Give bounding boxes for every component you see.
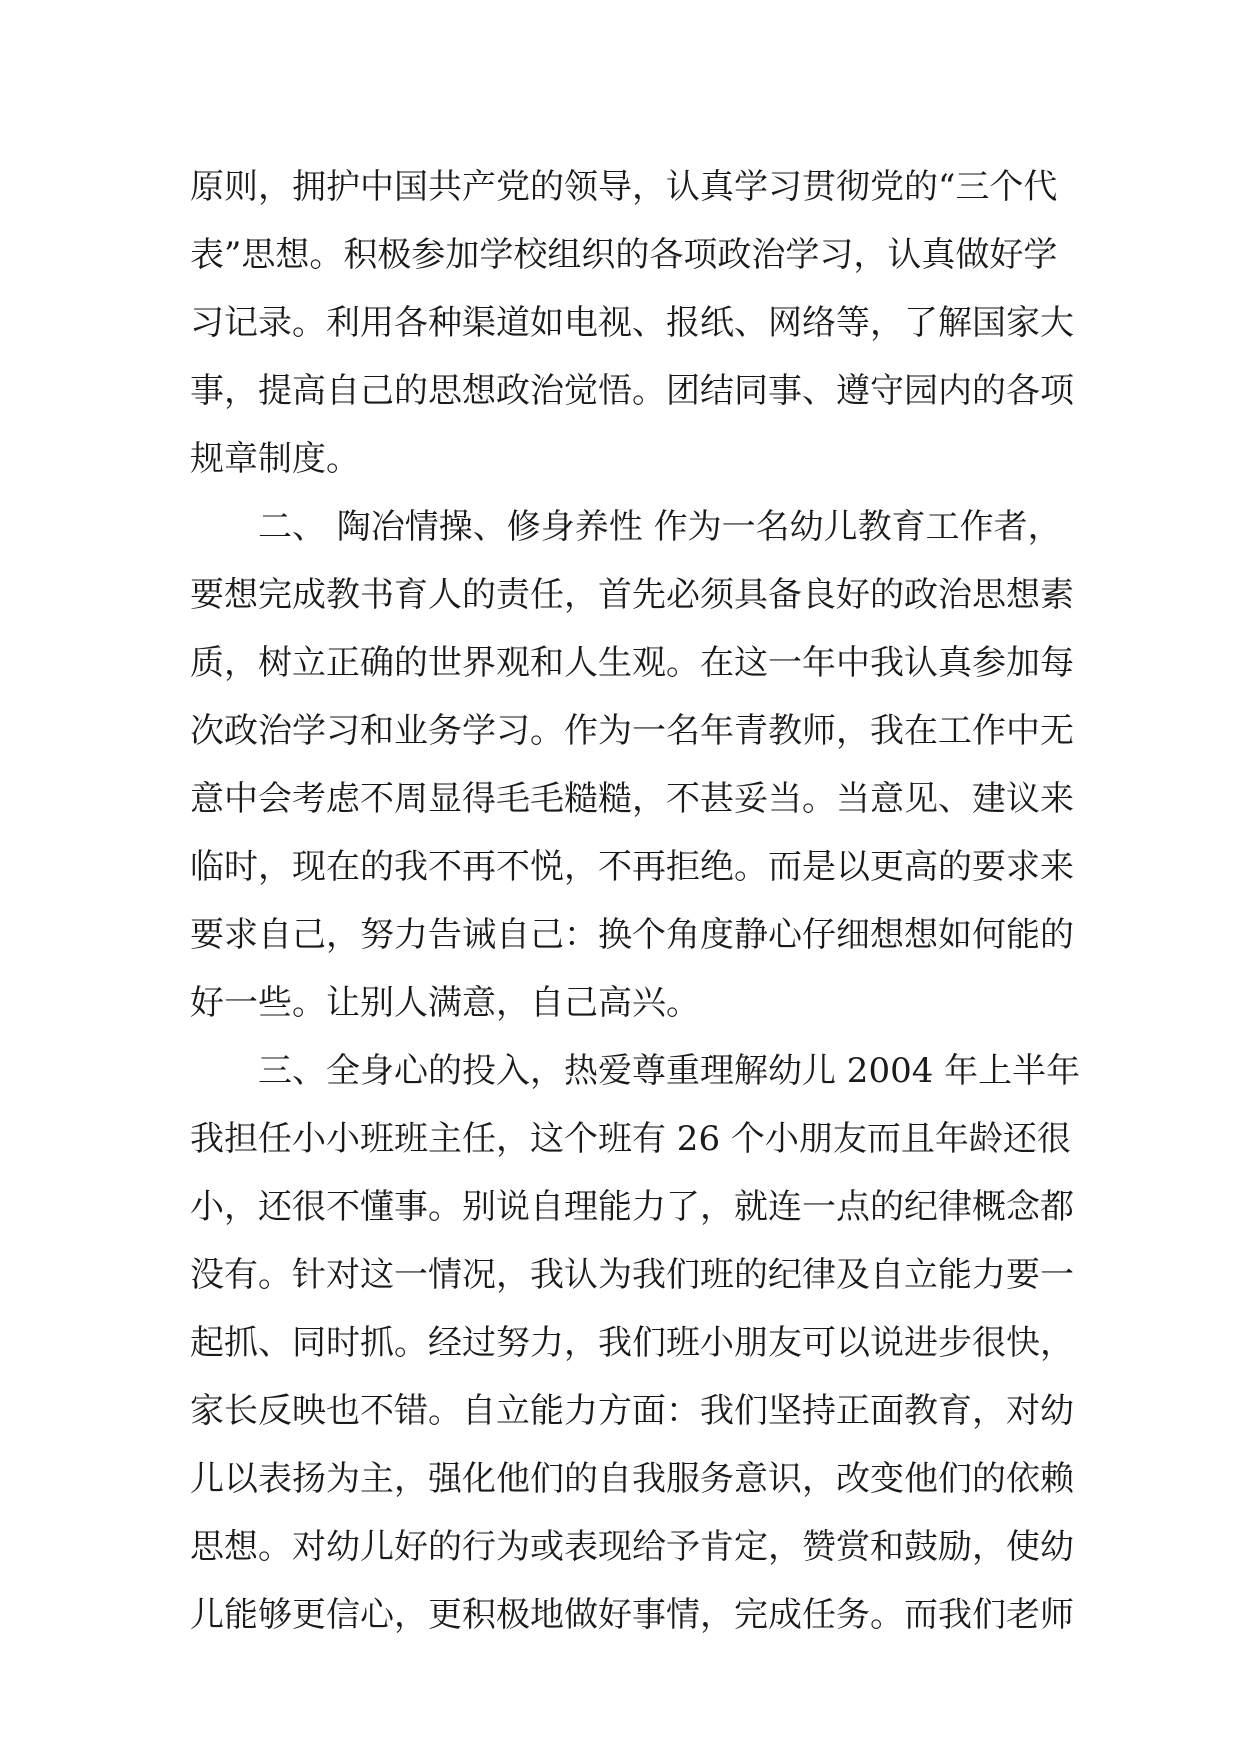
text-line: 思想。对幼儿好的行为或表现给予肯定，赞赏和鼓励，使幼 <box>190 1527 1074 1567</box>
text-line: 三、全身心的投入，热爱尊重理解幼儿 2004 年上半年 <box>258 1051 1081 1091</box>
text-line: 临时，现在的我不再不悦，不再拒绝。而是以更高的要求来 <box>190 847 1074 887</box>
text-line: 儿以表扬为主，强化他们的自我服务意识，改变他们的依赖 <box>190 1459 1074 1499</box>
text-line: 质，树立正确的世界观和人生观。在这一年中我认真参加每 <box>190 643 1074 683</box>
paragraph-2 <box>190 493 1074 1037</box>
text-line: 表”思想。积极参加学校组织的各项政治学习，认真做好学 <box>190 235 1058 275</box>
text-line: 小，还很不懂事。别说自理能力了，就连一点的纪律概念都 <box>190 1187 1074 1227</box>
text-line: 没有。针对这一情况，我认为我们班的纪律及自立能力要一 <box>190 1255 1074 1295</box>
text-line: 事，提高自己的思想政治觉悟。团结同事、遵守园内的各项 <box>190 371 1074 411</box>
text-line: 要求自己，努力告诫自己：换个角度静心仔细想想如何能的 <box>190 915 1074 955</box>
paragraph-1 <box>190 153 1074 493</box>
paragraph-3 <box>190 1037 1081 1649</box>
text-line: 意中会考虑不周显得毛毛糙糙，不甚妥当。当意见、建议来 <box>190 779 1074 819</box>
text-line: 家长反映也不错。自立能力方面：我们坚持正面教育，对幼 <box>190 1391 1074 1431</box>
text-line: 要想完成教书育人的责任，首先必须具备良好的政治思想素 <box>190 575 1074 615</box>
text-line: 规章制度。 <box>190 439 360 479</box>
text-line: 次政治学习和业务学习。作为一名年青教师，我在工作中无 <box>190 711 1074 751</box>
text-line: 原则，拥护中国共产党的领导，认真学习贯彻党的“三个代 <box>190 167 1058 207</box>
text-line: 起抓、同时抓。经过努力，我们班小朋友可以说进步很快， <box>190 1323 1074 1363</box>
text-line: 好一些。让别人满意，自己高兴。 <box>190 983 700 1023</box>
text-line: 习记录。利用各种渠道如电视、报纸、网络等，了解国家大 <box>190 303 1074 343</box>
document-body <box>190 153 1081 1649</box>
text-line: 儿能够更信心，更积极地做好事情，完成任务。而我们老师 <box>190 1595 1074 1635</box>
text-line: 我担任小小班班主任，这个班有 26 个小朋友而且年龄还很 <box>190 1119 1071 1159</box>
text-line: 二、 陶冶情操、修身养性 作为一名幼儿教育工作者， <box>258 507 1062 547</box>
